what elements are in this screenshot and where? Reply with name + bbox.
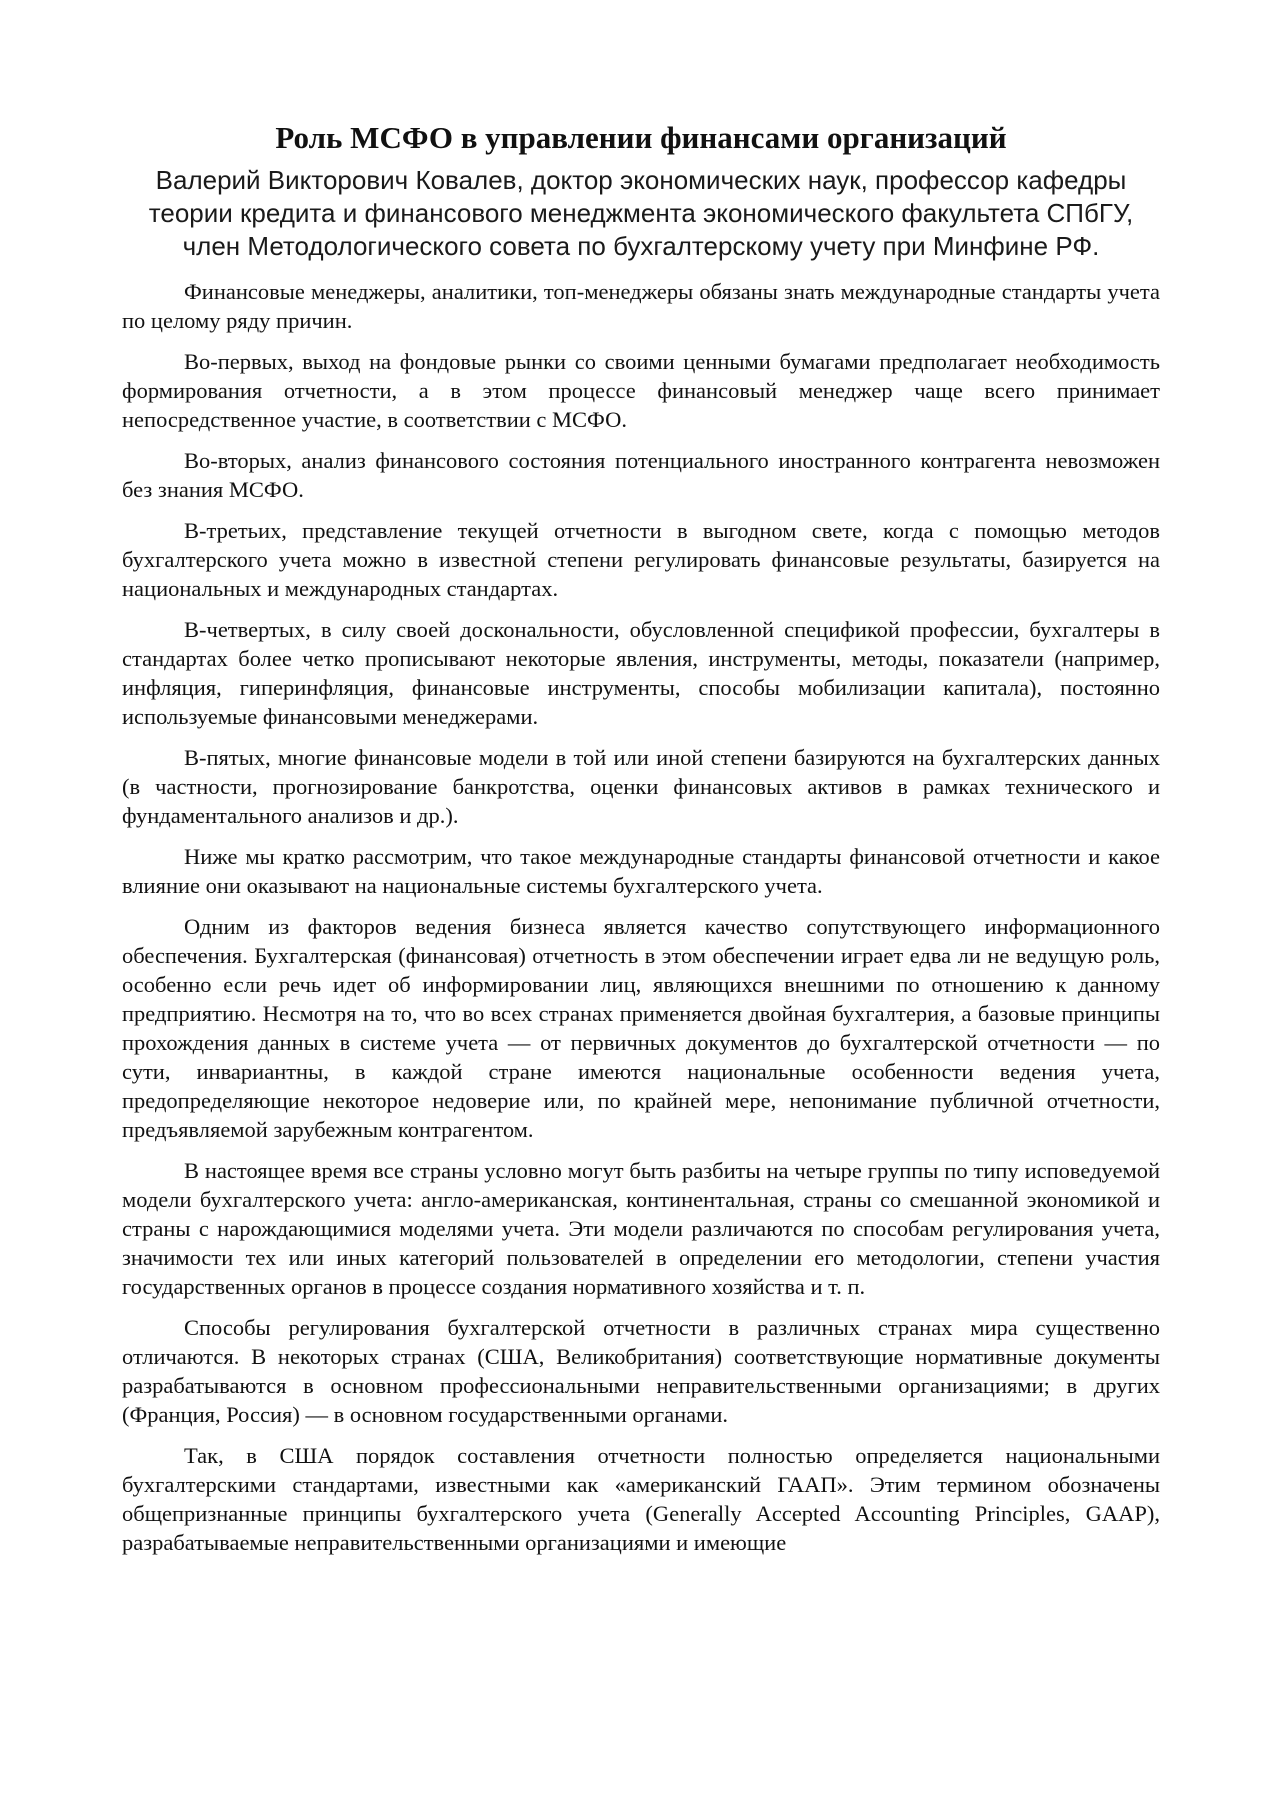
- document-page: [122, 118, 1160, 1569]
- paragraph: Во-вторых, анализ финансового состояния потенциального иностранного контрагента невозможен без знания МСФО.: [122, 448, 1160, 502]
- document-body: [122, 277, 1160, 1557]
- paragraph: Одним из факторов ведения бизнеса является качество сопутствующего информационного обеспечения. Бухгалтерская (финансовая) отчетность в этом обеспечении играет едва ли не ведущую роль, особенно если речь идет об информировании лиц, являющихся внешними по отношению к данному предприятию. Несмотря на то, что во всех странах применяется двойная бухгалтерия, а базовые принципы прохождения данных в системе учета — от первичных документов до бухгалтерской отчетности — по сути, инвариантны, в каждой стране имеются национальные особенности ведения учета, предопределяющие некоторое недоверие или, по крайней мере, непонимание публичной отчетности, предъявляемой зарубежным контрагентом.: [122, 914, 1160, 1142]
- paragraph: Во-первых, выход на фондовые рынки со своими ценными бумагами предполагает необходимость формирования отчетности, а в этом процессе финансовый менеджер чаще всего принимает непосредственное участие, в соответствии с МСФО.: [122, 349, 1160, 432]
- paragraph: В-четвертых, в силу своей доскональности, обусловленной спецификой профессии, бухгалтеры в стандартах более четко прописывают некоторые явления, инструменты, методы, показатели (например, инфляция, гиперинфляция, финансовые инструменты, способы мобилизации капитала), постоянно используемые финансовыми менеджерами.: [122, 617, 1160, 729]
- paragraph: В-третьих, представление текущей отчетности в выгодном свете, когда с помощью методов бухгалтерского учета можно в известной степени регулировать финансовые результаты, базируется на национальных и международных стандартах.: [122, 518, 1160, 601]
- paragraph: Ниже мы кратко рассмотрим, что такое международные стандарты финансовой отчетности и какое влияние они оказывают на национальные системы бухгалтерского учета.: [122, 844, 1160, 898]
- author-info: Валерий Викторович Ковалев, доктор экономических наук, профессор кафедры теории кредита и финансового менеджмента экономического факультета СПбГУ, член Методологического совета по бухгалтерскому учету при Минфине РФ.: [148, 165, 1134, 261]
- paragraph: Финансовые менеджеры, аналитики, топ-менеджеры обязаны знать международные стандарты учета по целому ряду причин.: [122, 279, 1160, 333]
- paragraph: В-пятых, многие финансовые модели в той или иной степени базируются на бухгалтерских данных (в частности, прогнозирование банкротства, оценки финансовых активов в рамках технического и фундаментального анализов и др.).: [122, 745, 1160, 828]
- document-title: Роль МСФО в управлении финансами организаций: [275, 120, 1007, 155]
- paragraph: Так, в США порядок составления отчетности полностью определяется национальными бухгалтерскими стандартами, известными как «американский ГААП». Этим термином обозначены общепризнанные принципы бухгалтерского учета (Generally Accepted Accounting Principles, GAAP), разрабатываемые неправительственными организациями и имеющие: [122, 1443, 1160, 1555]
- paragraph: В настоящее время все страны условно могут быть разбиты на четыре группы по типу исповедуемой модели бухгалтерского учета: англо-американская, континентальная, страны со смешанной экономикой и страны с нарождающимися моделями учета. Эти модели различаются по способам регулирования учета, значимости тех или иных категорий пользователей в определении его методологии, степени участия государственных органов в процессе создания нормативного хозяйства и т. п.: [122, 1158, 1160, 1299]
- paragraph: Способы регулирования бухгалтерской отчетности в различных странах мира существенно отличаются. В некоторых странах (США, Великобритания) соответствующие нормативные документы разрабатываются в основном профессиональными неправительственными организациями; в других (Франция, Россия) — в основном государственными органами.: [122, 1315, 1160, 1427]
